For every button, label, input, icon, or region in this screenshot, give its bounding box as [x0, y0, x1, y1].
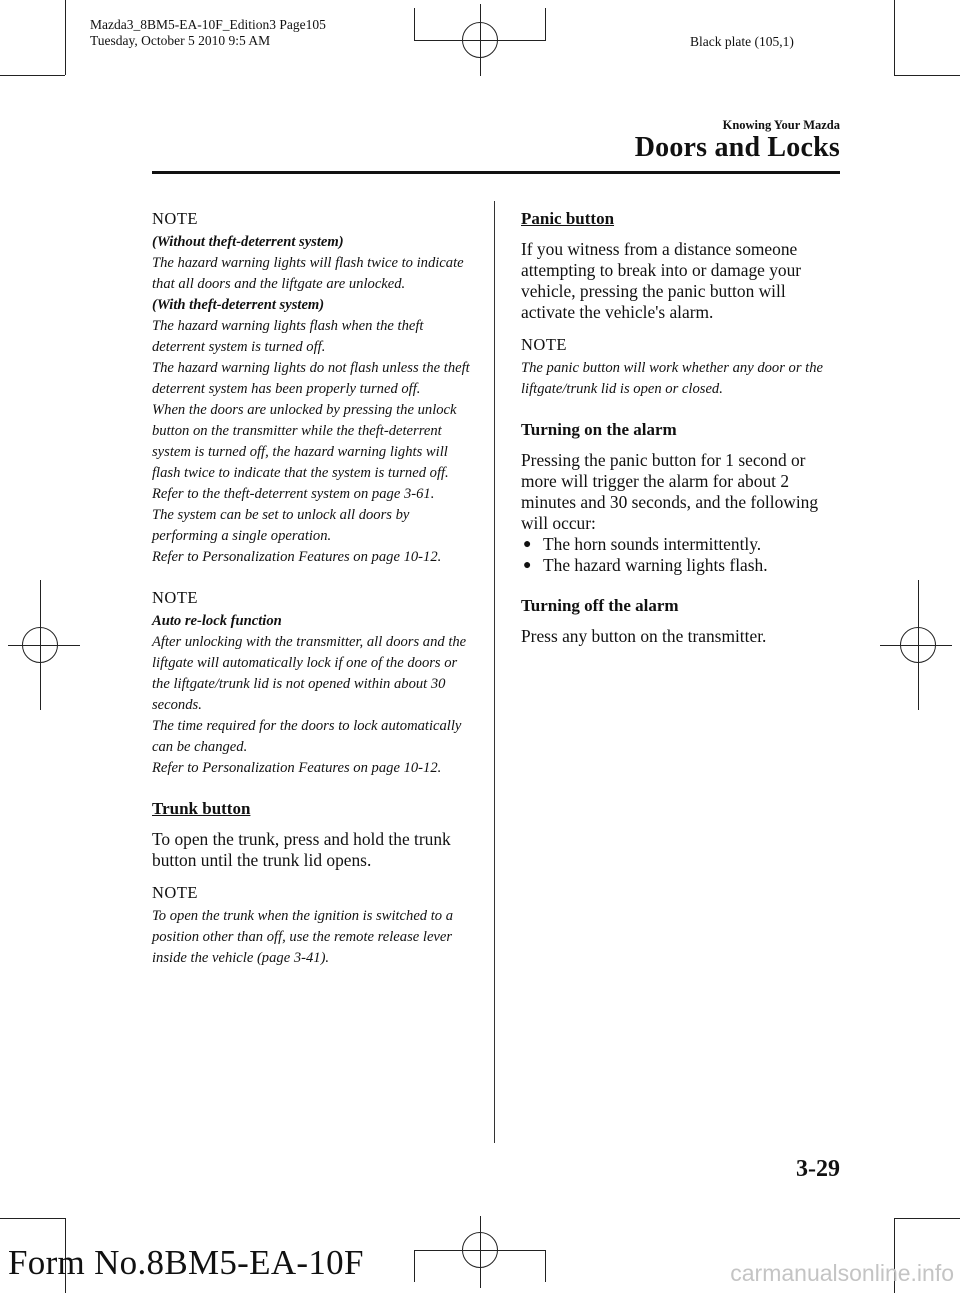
- note-paragraph: The system can be set to unlock all doors by performing a single operation.: [152, 507, 410, 544]
- right-column: [521, 209, 839, 647]
- black-plate-label: Black plate (105,1): [690, 34, 794, 49]
- page-number: 3-29: [796, 1156, 840, 1182]
- note-heading: NOTE: [152, 209, 198, 228]
- note-paragraph: When the doors are unlocked by pressing the unlock button on the transmitter while the theft-deterrent system is turned off, the hazard warning lights will flash twice to indicate that the system is turned off.: [152, 402, 457, 481]
- form-number: Form No.8BM5-EA-10F: [8, 1243, 364, 1282]
- note-block: [152, 209, 472, 568]
- section-heading: Turning off the alarm: [521, 596, 679, 615]
- note-paragraph: The panic button will work whether any door or the liftgate/trunk lid is open or closed.: [521, 360, 823, 397]
- title-rule: [152, 171, 840, 174]
- note-paragraph: The hazard warning lights do not flash unless the theft deterrent system has been properly turned off.: [152, 360, 470, 397]
- note-subheading: Auto re-lock function: [152, 613, 282, 629]
- note-paragraph: The hazard warning lights will flash twice to indicate that all doors and the liftgate are unlocked.: [152, 255, 464, 292]
- note-subheading: (Without theft-deterrent system): [152, 234, 344, 250]
- section-heading: Panic button: [521, 209, 615, 228]
- note-heading: NOTE: [152, 883, 198, 902]
- note-heading: NOTE: [152, 588, 198, 607]
- note-paragraph: Refer to Personalization Features on page 10-12.: [152, 549, 442, 565]
- body-paragraph: Pressing the panic button for 1 second or more will trigger the alarm for about 2 minutes and 30 seconds, and the following will occur:: [521, 450, 819, 533]
- body-paragraph: If you witness from a distance someone attempting to break into or damage your vehicle, pressing the panic button will activate the vehicle's alarm.: [521, 239, 802, 322]
- section-heading: Turning on the alarm: [521, 420, 677, 439]
- column-divider: [494, 201, 495, 1143]
- section-heading: Trunk button: [152, 799, 251, 818]
- section-trunk-button: [152, 799, 472, 969]
- note-paragraph: The time required for the doors to lock automatically can be changed.: [152, 718, 462, 755]
- bullet-list: [521, 534, 839, 576]
- plate-info: [90, 17, 326, 49]
- bullet-icon: ●: [523, 558, 532, 573]
- note-heading: NOTE: [521, 335, 567, 354]
- note-paragraph: Refer to Personalization Features on page 10-12.: [152, 760, 442, 776]
- note-paragraph: The hazard warning lights flash when the theft deterrent system is turned off.: [152, 318, 424, 355]
- note-paragraph: After unlocking with the transmitter, all doors and the liftgate will automatically lock if one of the doors or the liftgate/trunk lid is not opened within about 30 seconds.: [152, 634, 467, 713]
- plate-info-line2: Tuesday, October 5 2010 9:5 AM: [90, 33, 271, 48]
- note-subheading: (With theft-deterrent system): [152, 297, 325, 313]
- section-label: Knowing Your Mazda: [722, 118, 840, 132]
- section-alarm-on: [521, 420, 839, 576]
- section-panic-button: [521, 209, 839, 400]
- list-item: ● The horn sounds intermittently.: [523, 534, 762, 554]
- left-column: [152, 209, 472, 969]
- note-paragraph: Refer to the theft-deterrent system on page 3-61.: [152, 486, 435, 502]
- bullet-icon: ●: [523, 537, 532, 552]
- watermark: carmanualsonline.info: [730, 1260, 954, 1286]
- note-paragraph: To open the trunk when the ignition is switched to a position other than off, use the remote release lever inside the vehicle (page 3-41).: [152, 908, 454, 966]
- body-paragraph: Press any button on the transmitter.: [521, 626, 767, 646]
- body-paragraph: To open the trunk, press and hold the trunk button until the trunk lid opens.: [152, 829, 451, 870]
- page-title: Doors and Locks: [634, 132, 840, 163]
- plate-info-line1: Mazda3_8BM5-EA-10F_Edition3 Page105: [90, 17, 326, 32]
- list-item: ● The hazard warning lights flash.: [523, 555, 768, 575]
- note-block: [152, 588, 472, 779]
- section-alarm-off: [521, 596, 839, 647]
